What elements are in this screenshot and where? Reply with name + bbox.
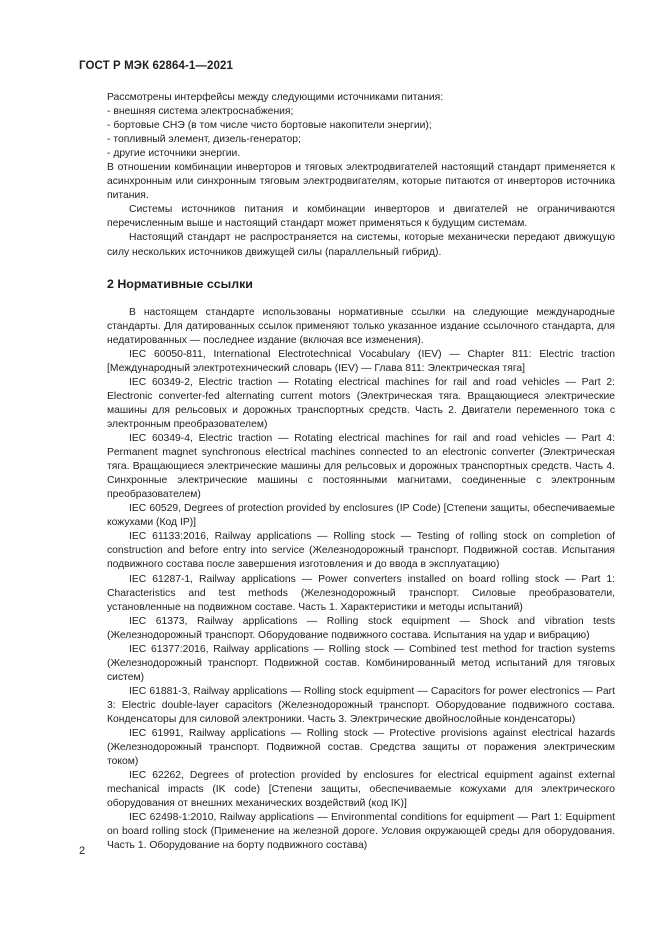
- reference-item: IEC 60349-4, Electric traction — Rotating electrical machines for rail and road vehicles — Part 4: Permanent magnet synchronous electrical machines connected to an electronic converter (Электрическая тяга. Вращающиеся электрические машины для рельсовых и дорожных транспортных средств. Часть 4. Синхронные электрические машины с постоянными магнитами, соединенные с электронным преобразователем): [107, 433, 615, 501]
- reference-item: IEC 61991, Railway applications — Rolling stock — Protective provisions against electrical hazards (Железнодорожный транспорт. Подвижной состав. Средства защиты от поражения электрическим током): [107, 728, 615, 768]
- reference-item: IEC 60050-811, International Electrotechnical Vocabulary (IEV) — Chapter 811: Electric traction [Международный электротехнический словарь (IEV) — Глава 811: Электрическая тяга]: [107, 348, 615, 374]
- list-item: - другие источники энергии.: [107, 148, 241, 160]
- document-header: ГОСТ Р МЭК 62864-1—2021: [79, 60, 233, 72]
- section-heading: 2 Нормативные ссылки: [107, 276, 253, 291]
- paragraph: В отношении комбинации инверторов и тяговых электродвигателей настоящий стандарт применяется к асинхронным или синхронным тяговым электродвигателям, которые питаются от инверторов источника питания.: [107, 162, 615, 202]
- page-number: 2: [79, 845, 86, 857]
- paragraph: Системы источников питания и комбинации инверторов и двигателей не ограничиваются перечисленным выше и настоящий стандарт может применяться к будущим системам.: [107, 204, 615, 230]
- page-content: [107, 91, 615, 853]
- reference-item: IEC 61373, Railway applications — Rolling stock equipment — Shock and vibration tests (Железнодорожный транспорт. Оборудование подвижного состава. Испытания на удар и вибрацию): [107, 615, 615, 641]
- reference-item: IEC 60349-2, Electric traction — Rotating electrical machines for rail and road vehicles — Part 2: Electronic converter-fed alternating current motors (Электрическая тяга. Вращающиеся электрические машины для рельсовых и дорожных транспортных средств. Часть 2. Двигатели переменного тока с электронным преобразователем): [107, 376, 615, 430]
- reference-item: IEC 61287-1, Railway applications — Power converters installed on board rolling stock — Part 1: Characteristics and test methods (Железнодорожный транспорт. Силовые преобразователи, установленные на подвижном составе. Часть 1. Характеристики и методы испытаний): [107, 573, 615, 613]
- reference-item: IEC 61881-3, Railway applications — Rolling stock equipment — Capacitors for power electronics — Part 3: Electric double-layer capacitors (Железнодорожный транспорт. Оборудование подвижного состава. Конденсаторы для силовой электроники. Часть 3. Электрические двойнослойные конденсаторы): [107, 685, 615, 725]
- list-item: - внешняя система электроснабжения;: [107, 106, 294, 118]
- reference-item: IEC 61377:2016, Railway applications — Rolling stock — Combined test method for traction systems (Железнодорожный транспорт. Подвижной состав. Комбинированный метод испытаний для тяговых систем): [107, 643, 615, 683]
- list-item: - топливный элемент, дизель-генератор;: [107, 134, 301, 146]
- reference-item: IEC 62262, Degrees of protection provided by enclosures for electrical equipment against external mechanical impacts (IK code) [Степени защиты, обеспечиваемые кожухами для электрического оборудования от внешних механических воздействий (код IK)]: [107, 770, 615, 810]
- reference-item: IEC 62498-1:2010, Railway applications — Environmental conditions for equipment — Part 1: Equipment on board rolling stock (Применение на железной дороге. Условия окружающей среды для оборудования. Часть 1. Оборудование на борту подвижного состава): [107, 812, 615, 852]
- paragraph: Настоящий стандарт не распространяется на системы, которые механически передают движущую силу нескольких источников движущей силы (параллельный гибрид).: [107, 232, 615, 258]
- list-item: - бортовые СНЭ (в том числе чисто бортовые накопители энергии);: [107, 120, 432, 132]
- reference-item: IEC 60529, Degrees of protection provided by enclosures (IP Code) [Степени защиты, обеспечиваемые кожухами (Код IP)]: [107, 503, 615, 529]
- intro-lead: Рассмотрены интерфейсы между следующими источниками питания:: [107, 92, 444, 103]
- section-intro: В настоящем стандарте использованы нормативные ссылки на следующие международные стандарты. Для датированных ссылок применяют только указанное издание ссылочного стандарта, для недатированных — последнее издание (включая все изменения).: [107, 306, 615, 346]
- reference-item: IEC 61133:2016, Railway applications — Rolling stock — Testing of rolling stock on completion of construction and before entry into service (Железнодорожный транспорт. Подвижной состав. Испытания подвижного состава после завершения изготовления и до ввода в эксплуатацию): [107, 531, 615, 571]
